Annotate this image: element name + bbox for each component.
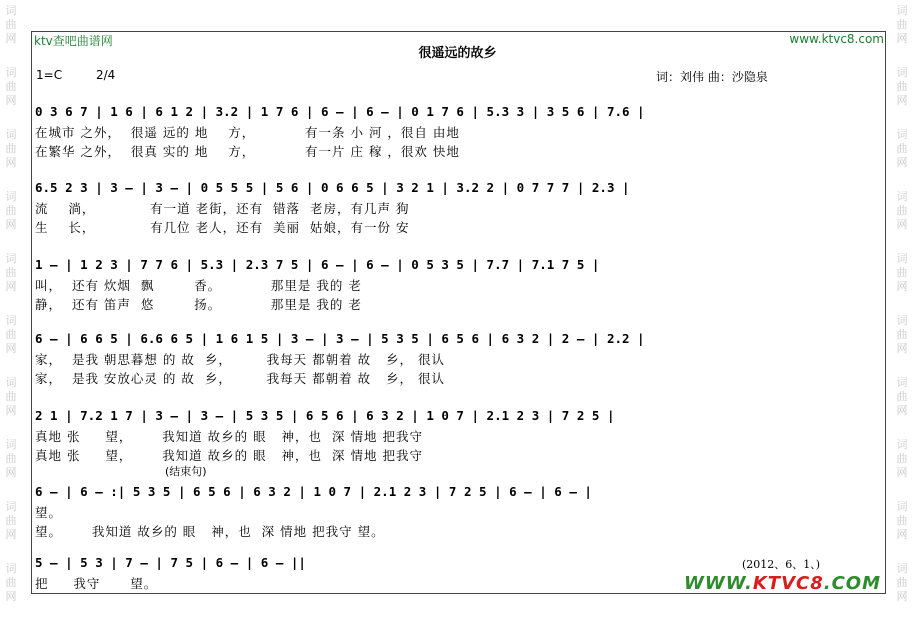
lyric-verse-2: 家， 是我 安放心灵 的 故 乡， 我每天 都朝着 故 乡， 很认 bbox=[35, 371, 445, 386]
notation-line: 2 1 | 7.2 1 7 | 3 — | 3 — | 5 3 5 | 6 5 6 | 6 3 2 | 1 0 7 | 2.1 2 3 | 7 2 5 | bbox=[35, 408, 615, 423]
score-row-2 bbox=[35, 180, 850, 237]
lyric-verse-2: 真地 张 望， 我知道 故乡的 眼 神，也 深 情地 把我守 bbox=[35, 448, 423, 463]
notation-line: 6 — | 6 — :| 5 3 5 | 6 5 6 | 6 3 2 | 1 0 7 | 2.1 2 3 | 7 2 5 | 6 — | 6 — | bbox=[35, 484, 592, 499]
watermark-text: 词 曲 网 bbox=[896, 500, 908, 541]
lyric-verse-1: 流 淌， 有一道 老街，还有 错落 老房，有几声 狗 bbox=[35, 201, 410, 216]
watermark-text: 词 曲 网 bbox=[5, 562, 17, 603]
watermark-text: 词 曲 网 bbox=[896, 376, 908, 417]
watermark-text: 词 曲 网 bbox=[5, 438, 17, 479]
lyric-verse-1: 家， 是我 朝思暮想 的 故 乡， 我每天 都朝着 故 乡， 很认 bbox=[35, 352, 445, 367]
watermark-text: 词 曲 网 bbox=[896, 190, 908, 231]
watermark-text: 词 曲 网 bbox=[896, 252, 908, 293]
watermark-text: 词 曲 网 bbox=[5, 66, 17, 107]
watermark-text: 词 曲 网 bbox=[5, 190, 17, 231]
logo-part-com: .COM bbox=[823, 573, 882, 594]
key-signature: 1=C bbox=[36, 68, 63, 82]
site-logo[interactable] bbox=[684, 573, 881, 594]
score-row-4 bbox=[35, 331, 850, 388]
left-watermark-strip bbox=[0, 0, 24, 623]
lyric-verse-2: 望。 我知道 故乡的 眼 神，也 深 情地 把我守 望。 bbox=[35, 524, 385, 539]
watermark-text: 词 曲 网 bbox=[5, 376, 17, 417]
site-name-left[interactable]: ktv查吧曲谱网 bbox=[34, 34, 113, 48]
watermark-text: 词 曲 网 bbox=[896, 438, 908, 479]
score-row-6 bbox=[35, 484, 850, 541]
watermark-text: 词 曲 网 bbox=[896, 314, 908, 355]
lyric-verse-2: 静， 还有 笛声 悠 扬。 那里是 我的 老 bbox=[35, 297, 362, 312]
lyric-verse-1: 望。 bbox=[35, 505, 63, 520]
score-row-5 bbox=[35, 408, 850, 465]
watermark-text: 词 曲 网 bbox=[5, 128, 17, 169]
notation-line: 6 — | 6 6 5 | 6.6 6 5 | 1 6 1 5 | 3 — | 3 — | 5 3 5 | 6 5 6 | 6 3 2 | 2 — | 2.2 | bbox=[35, 331, 645, 346]
lyric-verse-1: 在城市 之外， 很遥 远的 地 方， 有一条 小 河 ，很自 由地 bbox=[35, 125, 460, 140]
score-row-3 bbox=[35, 257, 850, 314]
lyric-verse-2: 在繁华 之外， 很真 实的 地 方， 有一片 庄 稼 ，很欢 快地 bbox=[35, 144, 460, 159]
notation-line: 5 — | 5 3 | 7 — | 7 5 | 6 — | 6 — || bbox=[35, 555, 306, 570]
score-row-1 bbox=[35, 104, 850, 161]
watermark-text: 词 曲 网 bbox=[896, 562, 908, 603]
site-url-right[interactable]: www.ktvc8.com bbox=[789, 32, 884, 46]
watermark-text: 词 曲 网 bbox=[5, 500, 17, 541]
time-signature: 2/4 bbox=[96, 68, 116, 82]
watermark-text: 词 曲 网 bbox=[896, 128, 908, 169]
logo-part-www: WWW. bbox=[684, 573, 753, 594]
notation-line: 1 — | 1 2 3 | 7 7 6 | 5.3 | 2.3 7 5 | 6 — | 6 — | 0 5 3 5 | 7.7 | 7.1 7 5 | bbox=[35, 257, 600, 272]
watermark-text: 词 曲 网 bbox=[896, 66, 908, 107]
lyric-verse-1: 把 我守 望。 bbox=[35, 576, 158, 591]
lyric-verse-1: 真地 张 望， 我知道 故乡的 眼 神，也 深 情地 把我守 bbox=[35, 429, 423, 444]
credits: 词：刘伟 曲：沙隐泉 bbox=[656, 70, 768, 84]
notation-line: 6.5 2 3 | 3 — | 3 — | 0 5 5 5 | 5 6 | 0 6 6 5 | 3 2 1 | 3.2 2 | 0 7 7 7 | 2.3 | bbox=[35, 180, 630, 195]
logo-part-brand: KTVC8 bbox=[752, 573, 824, 594]
notation-line: 0 3 6 7 | 1 6 | 6 1 2 | 3.2 | 1 7 6 | 6 — | 6 — | 0 1 7 6 | 5.3 3 | 3 5 6 | 7.6 | bbox=[35, 104, 645, 119]
watermark-text: 词 曲 网 bbox=[5, 314, 17, 355]
lyric-verse-2: 生 长， 有几位 老人，还有 美丽 姑娘，有一份 安 bbox=[35, 220, 410, 235]
lyric-verse-1: 叫， 还有 炊烟 飘 香。 那里是 我的 老 bbox=[35, 278, 362, 293]
composition-date: (2012、6、1、) bbox=[742, 558, 821, 571]
watermark-text: 词 曲 网 bbox=[896, 4, 908, 45]
watermark-text: 词 曲 网 bbox=[5, 252, 17, 293]
right-watermark-strip bbox=[891, 0, 915, 623]
watermark-text: 词 曲 网 bbox=[5, 4, 17, 45]
song-title: 很遥远的故乡 bbox=[418, 46, 497, 61]
ending-phrase-label: (结束句) bbox=[165, 465, 207, 478]
